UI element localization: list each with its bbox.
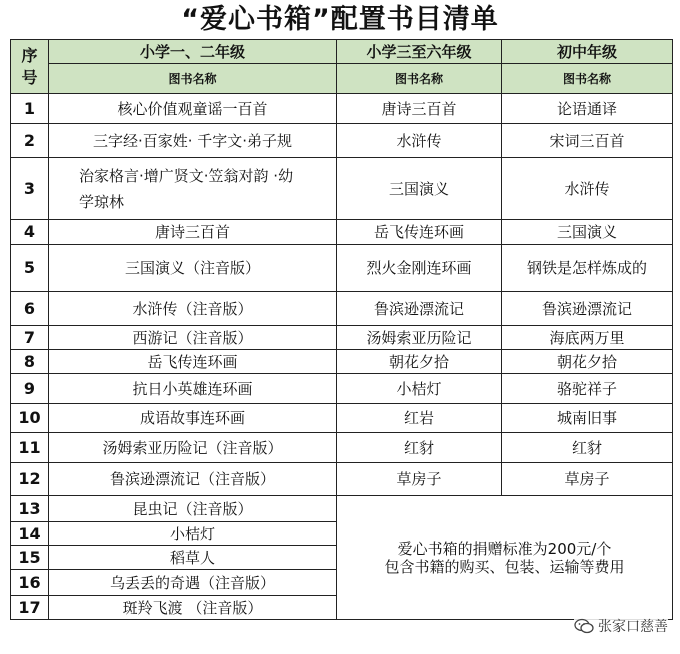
book-grade-1-2: 岳飞传连环画 <box>49 350 337 374</box>
donation-note <box>337 496 673 620</box>
book-junior-high: 骆驼祥子 <box>502 374 673 404</box>
book-list-table <box>10 39 673 620</box>
table-row <box>11 124 673 158</box>
row-number: 1 <box>11 94 49 124</box>
row-number: 14 <box>11 522 49 546</box>
book-grade-3-6: 汤姆索亚历险记 <box>337 326 502 350</box>
book-junior-high: 朝花夕拾 <box>502 350 673 374</box>
row-number: 2 <box>11 124 49 158</box>
row-number: 4 <box>11 220 49 245</box>
book-junior-high: 红豺 <box>502 433 673 463</box>
row-number: 12 <box>11 463 49 496</box>
book-grade-1-2: 汤姆索亚历险记（注音版） <box>49 433 337 463</box>
watermark <box>574 615 668 637</box>
row-number: 9 <box>11 374 49 404</box>
table-row <box>11 326 673 350</box>
table-row <box>11 350 673 374</box>
wechat-icon <box>574 618 594 634</box>
table-row <box>11 292 673 326</box>
table-row <box>11 374 673 404</box>
table-row <box>11 433 673 463</box>
book-grade-1-2: 稻草人 <box>49 546 337 570</box>
book-grade-3-6: 朝花夕拾 <box>337 350 502 374</box>
row-number: 11 <box>11 433 49 463</box>
book-name-header: 图书名称 <box>337 64 502 94</box>
book-junior-high: 草房子 <box>502 463 673 496</box>
row-number: 8 <box>11 350 49 374</box>
book-junior-high: 水浒传 <box>502 158 673 220</box>
book-grade-3-6: 鲁滨逊漂流记 <box>337 292 502 326</box>
book-junior-high: 宋词三百首 <box>502 124 673 158</box>
book-junior-high: 论语通译 <box>502 94 673 124</box>
book-grade-3-6: 烈火金刚连环画 <box>337 245 502 292</box>
row-number: 7 <box>11 326 49 350</box>
book-grade-3-6: 水浒传 <box>337 124 502 158</box>
col-header-grade-1-2: 小学一、二年级 <box>49 40 337 64</box>
table-row <box>11 94 673 124</box>
book-grade-1-2: 水浒传（注音版） <box>49 292 337 326</box>
book-grade-3-6: 草房子 <box>337 463 502 496</box>
table-row <box>11 220 673 245</box>
row-number: 5 <box>11 245 49 292</box>
book-grade-1-2: 三国演义（注音版） <box>49 245 337 292</box>
book-grade-3-6: 三国演义 <box>337 158 502 220</box>
book-grade-1-2: 西游记（注音版） <box>49 326 337 350</box>
book-grade-1-2: 鲁滨逊漂流记（注音版） <box>49 463 337 496</box>
table-row <box>11 404 673 433</box>
row-number: 16 <box>11 570 49 596</box>
book-grade-1-2: 乌丢丢的奇遇（注音版） <box>49 570 337 596</box>
row-number: 10 <box>11 404 49 433</box>
book-grade-3-6: 红岩 <box>337 404 502 433</box>
book-grade-1-2: 三字经·百家姓· 千字文·弟子规 <box>49 124 337 158</box>
book-junior-high: 鲁滨逊漂流记 <box>502 292 673 326</box>
table-row <box>11 463 673 496</box>
book-grade-1-2: 成语故事连环画 <box>49 404 337 433</box>
book-junior-high: 海底两万里 <box>502 326 673 350</box>
col-header-junior-high: 初中年级 <box>502 40 673 64</box>
book-grade-1-2: 治家格言·增广贤文·笠翁对韵 ·幼学琼林 <box>49 158 337 220</box>
row-number: 3 <box>11 158 49 220</box>
seq-header: 序 号 <box>11 40 49 94</box>
book-junior-high: 三国演义 <box>502 220 673 245</box>
book-grade-3-6: 岳飞传连环画 <box>337 220 502 245</box>
book-name-header: 图书名称 <box>49 64 337 94</box>
donation-note-line-1: 爱心书箱的捐赠标准为200元/个 <box>397 539 612 558</box>
row-number: 13 <box>11 496 49 522</box>
table-row <box>11 496 673 522</box>
book-grade-1-2: 唐诗三百首 <box>49 220 337 245</box>
table-row <box>11 158 673 220</box>
page-title: “爱心书箱”配置书目清单 <box>181 4 499 35</box>
book-grade-3-6: 小桔灯 <box>337 374 502 404</box>
table-row <box>11 245 673 292</box>
watermark-text: 张家口慈善 <box>598 619 668 635</box>
book-grade-1-2: 小桔灯 <box>49 522 337 546</box>
row-number: 17 <box>11 596 49 620</box>
book-grade-1-2: 昆虫记（注音版） <box>49 496 337 522</box>
row-number: 6 <box>11 292 49 326</box>
book-grade-3-6: 唐诗三百首 <box>337 94 502 124</box>
book-junior-high: 钢铁是怎样炼成的 <box>502 245 673 292</box>
book-junior-high: 城南旧事 <box>502 404 673 433</box>
book-grade-1-2: 斑羚飞渡 （注音版） <box>49 596 337 620</box>
book-grade-1-2: 抗日小英雄连环画 <box>49 374 337 404</box>
book-grade-3-6: 红豺 <box>337 433 502 463</box>
book-name-header: 图书名称 <box>502 64 673 94</box>
col-header-grade-3-6: 小学三至六年级 <box>337 40 502 64</box>
book-grade-1-2: 核心价值观童谣一百首 <box>49 94 337 124</box>
row-number: 15 <box>11 546 49 570</box>
donation-note-line-2: 包含书籍的购买、包装、运输等费用 <box>384 557 625 576</box>
